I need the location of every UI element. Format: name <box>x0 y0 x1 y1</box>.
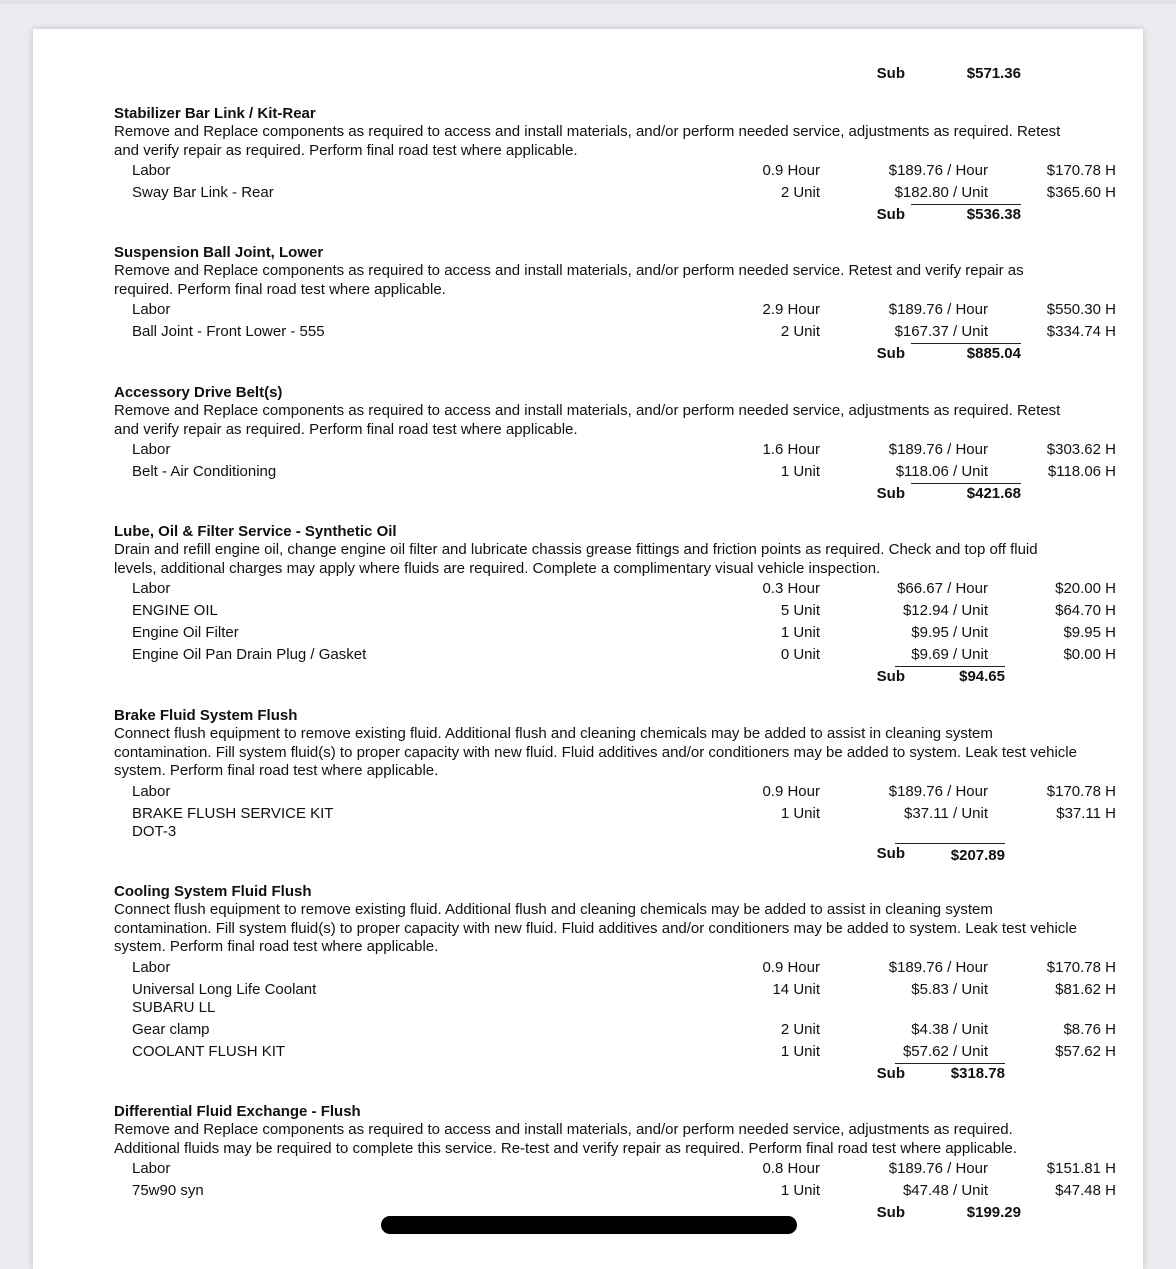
previous-page-edge <box>0 0 1176 4</box>
line-item-rate: $5.83 / Unit <box>911 980 988 998</box>
line-item-amount: $20.00 H <box>1055 580 1116 597</box>
line-item-rate: $9.95 / Unit <box>911 624 988 641</box>
line-item-qty: 1 Unit <box>780 804 820 822</box>
line-item-amount: $8.76 H <box>1063 1020 1116 1038</box>
section-title: Brake Fluid System Flush <box>114 707 298 724</box>
line-item-amount: $550.30 H <box>1046 301 1116 318</box>
line-item-amount: $57.62 H <box>1055 1042 1116 1060</box>
line-item-qty: 0.9 Hour <box>762 958 820 976</box>
line-item-rate: $57.62 / Unit <box>902 1042 988 1060</box>
section-description: Drain and refill engine oil, change engine oil filter and lubricate chassis grease fittings and friction points as required. Check and top off fluid levels, additional charges may apply where fluids are required. Complete a complimentary visual vehicle inspection. <box>114 541 1038 577</box>
subtotal-amount: $94.65 <box>959 668 1005 685</box>
subtotal-amount: $885.04 <box>966 345 1021 362</box>
line-item <box>114 781 1114 803</box>
previous-section-subtotal <box>114 63 1114 85</box>
line-item-qty: 2 Unit <box>780 1020 820 1038</box>
line-item <box>114 600 1114 622</box>
line-item-subname: SUBARU LL <box>132 998 216 1016</box>
subtotal-label: Sub <box>876 206 905 223</box>
service-section <box>114 707 1114 865</box>
section-title: Suspension Ball Joint, Lower <box>114 244 324 261</box>
line-item-rate: $189.76 / Hour <box>888 441 988 458</box>
line-item <box>114 957 1114 979</box>
subtotal-label: Sub <box>876 485 905 502</box>
service-section <box>114 384 1114 505</box>
line-item-qty: 0 Unit <box>780 646 820 663</box>
service-section <box>114 105 1114 226</box>
subtotal-label: Sub <box>876 1204 905 1221</box>
line-item-amount: $37.11 H <box>1056 804 1116 822</box>
line-item <box>114 1019 1114 1041</box>
line-item-rate: $9.69 / Unit <box>911 646 988 663</box>
line-item-rate: $167.37 / Unit <box>894 323 988 340</box>
line-item-qty: 1 Unit <box>780 463 820 480</box>
line-item-qty: 0.9 Hour <box>762 782 820 800</box>
section-title: Differential Fluid Exchange - Flush <box>114 1103 361 1120</box>
line-item-amount: $81.62 H <box>1055 980 1116 998</box>
subtotal-amount: $536.38 <box>966 206 1021 223</box>
line-item <box>114 803 1114 843</box>
line-item <box>114 321 1114 343</box>
service-section <box>114 883 1114 1085</box>
subtotal-label: Sub <box>876 844 905 862</box>
subtotal-amount: $421.68 <box>966 485 1021 502</box>
line-item-name: Labor <box>132 301 171 318</box>
line-item <box>114 979 1114 1019</box>
subtotal-row <box>114 666 1114 688</box>
line-item-rate: $12.94 / Unit <box>902 602 988 619</box>
line-item-qty: 2 Unit <box>780 184 820 201</box>
line-item-amount: $365.60 H <box>1046 184 1116 201</box>
section-description: Connect flush equipment to remove existing fluid. Additional flush and cleaning chemicals may be added to assist in cleaning system contamination. Fill system fluid(s) to proper capacity with new fluid. Fluid additives and/or conditioners may be added to system. Leak test vehicle system. Perform final road test where applicable. <box>114 725 1077 779</box>
line-item <box>114 644 1114 666</box>
line-item-name: Sway Bar Link - Rear <box>132 184 274 201</box>
line-item-name: Engine Oil Filter <box>132 624 239 641</box>
line-item-amount: $170.78 H <box>1046 162 1116 179</box>
line-item-rate: $182.80 / Unit <box>894 184 988 201</box>
subtotal-label: Sub <box>876 668 905 685</box>
line-item-rate: $189.76 / Hour <box>888 958 988 976</box>
line-item-name: Universal Long Life Coolant <box>132 980 317 998</box>
line-item-qty: 0.8 Hour <box>762 1160 820 1177</box>
subtotal-rule <box>895 843 1005 844</box>
redaction-bar <box>381 1216 797 1234</box>
line-item-rate: $189.76 / Hour <box>888 1160 988 1177</box>
section-title: Stabilizer Bar Link / Kit-Rear <box>114 105 316 122</box>
line-item-amount: $170.78 H <box>1046 958 1116 976</box>
line-item-amount: $64.70 H <box>1055 602 1116 619</box>
subtotal-label: Sub <box>876 1064 905 1082</box>
line-item-qty: 1 Unit <box>780 1182 820 1199</box>
line-item-name: Engine Oil Pan Drain Plug / Gasket <box>132 646 367 663</box>
line-item <box>114 182 1114 204</box>
line-item-amount: $151.81 H <box>1046 1160 1116 1177</box>
line-item-amount: $303.62 H <box>1046 441 1116 458</box>
line-item <box>114 461 1114 483</box>
line-item <box>114 1158 1114 1180</box>
line-item <box>114 439 1114 461</box>
section-description: Remove and Replace components as required to access and install materials, and/or perform needed service, adjustments as required. Retest and verify repair as required. Perform final road test where applicable. <box>114 402 1061 438</box>
section-description: Remove and Replace components as required to access and install materials, and/or perform needed service, adjustments as required. Additional fluids may be required to complete this service. Re-test and verify repair as required. Perform final road test where applicable. <box>114 1121 1017 1157</box>
line-item-name: Labor <box>132 958 171 976</box>
line-item-rate: $66.67 / Hour <box>897 580 988 597</box>
subtotal-row <box>114 483 1114 505</box>
subtotal-row <box>114 204 1114 226</box>
subtotal-label: Sub <box>876 65 905 82</box>
subtotal-amount: $571.36 <box>966 65 1021 82</box>
line-item-rate: $118.06 / Unit <box>895 463 988 480</box>
subtotal-amount: $207.89 <box>950 846 1005 864</box>
section-title: Accessory Drive Belt(s) <box>114 384 283 401</box>
service-section <box>114 244 1114 365</box>
line-item-name: Labor <box>132 580 171 597</box>
line-item-rate: $189.76 / Hour <box>888 782 988 800</box>
subtotal-amount: $318.78 <box>950 1064 1005 1082</box>
line-item-name: Gear clamp <box>132 1020 210 1038</box>
line-item-rate: $4.38 / Unit <box>911 1020 988 1038</box>
line-item-name: Labor <box>132 162 171 179</box>
line-item-name: 75w90 syn <box>132 1182 204 1199</box>
section-title: Lube, Oil & Filter Service - Synthetic Oil <box>114 523 397 540</box>
line-item <box>114 1041 1114 1063</box>
line-item-name: Belt - Air Conditioning <box>132 463 277 480</box>
subtotal-label: Sub <box>876 345 905 362</box>
line-item-qty: 2.9 Hour <box>762 301 820 318</box>
service-section <box>114 1103 1114 1224</box>
line-item <box>114 299 1114 321</box>
line-item-subname: DOT-3 <box>132 822 177 840</box>
line-item-name: BRAKE FLUSH SERVICE KIT <box>132 804 334 822</box>
line-item-name: COOLANT FLUSH KIT <box>132 1042 286 1060</box>
line-item-amount: $170.78 H <box>1046 782 1116 800</box>
line-item-name: ENGINE OIL <box>132 602 218 619</box>
line-item-amount: $118.06 H <box>1047 463 1116 480</box>
line-item-qty: 1 Unit <box>780 624 820 641</box>
line-item-rate: $189.76 / Hour <box>888 301 988 318</box>
line-item-amount: $47.48 H <box>1055 1182 1116 1199</box>
line-item-amount: $9.95 H <box>1063 624 1116 641</box>
section-description: Remove and Replace components as required to access and install materials, and/or perform needed service, adjustments as required. Retest and verify repair as required. Perform final road test where applicable. <box>114 123 1061 159</box>
line-item <box>114 578 1114 600</box>
line-item-qty: 14 Unit <box>772 980 820 998</box>
subtotal-amount: $199.29 <box>966 1204 1021 1221</box>
line-item-name: Ball Joint - Front Lower - 555 <box>132 323 325 340</box>
service-section <box>114 523 1114 688</box>
line-item-qty: 5 Unit <box>780 602 820 619</box>
subtotal-row <box>114 1063 1114 1085</box>
subtotal-row <box>114 63 1114 85</box>
line-item-qty: 0.3 Hour <box>762 580 820 597</box>
subtotal-row <box>114 843 1114 865</box>
line-item-name: Labor <box>132 1160 171 1177</box>
section-title: Cooling System Fluid Flush <box>114 883 312 900</box>
line-item-qty: 1.6 Hour <box>762 441 820 458</box>
line-item <box>114 160 1114 182</box>
line-item-rate: $189.76 / Hour <box>888 162 988 179</box>
line-item-amount: $0.00 H <box>1063 646 1116 663</box>
line-item-amount: $334.74 H <box>1046 323 1116 340</box>
line-item-rate: $47.48 / Unit <box>902 1182 988 1199</box>
line-item <box>114 1180 1114 1202</box>
line-item-qty: 0.9 Hour <box>762 162 820 179</box>
section-description: Connect flush equipment to remove existing fluid. Additional flush and cleaning chemicals may be added to assist in cleaning system contamination. Fill system fluid(s) to proper capacity with new fluid. Fluid additives and/or conditioners may be added to system. Leak test vehicle system. Perform final road test where applicable. <box>114 901 1077 955</box>
line-item-name: Labor <box>132 441 171 458</box>
section-description: Remove and Replace components as required to access and install materials, and/or perform needed service. Retest and verify repair as required. Perform final road test where applicable. <box>114 262 1024 298</box>
line-item-rate: $37.11 / Unit <box>904 804 988 822</box>
line-item-qty: 1 Unit <box>780 1042 820 1060</box>
subtotal-row <box>114 343 1114 365</box>
line-item-qty: 2 Unit <box>780 323 820 340</box>
line-item-name: Labor <box>132 782 171 800</box>
line-item <box>114 622 1114 644</box>
invoice-page <box>33 29 1143 1269</box>
